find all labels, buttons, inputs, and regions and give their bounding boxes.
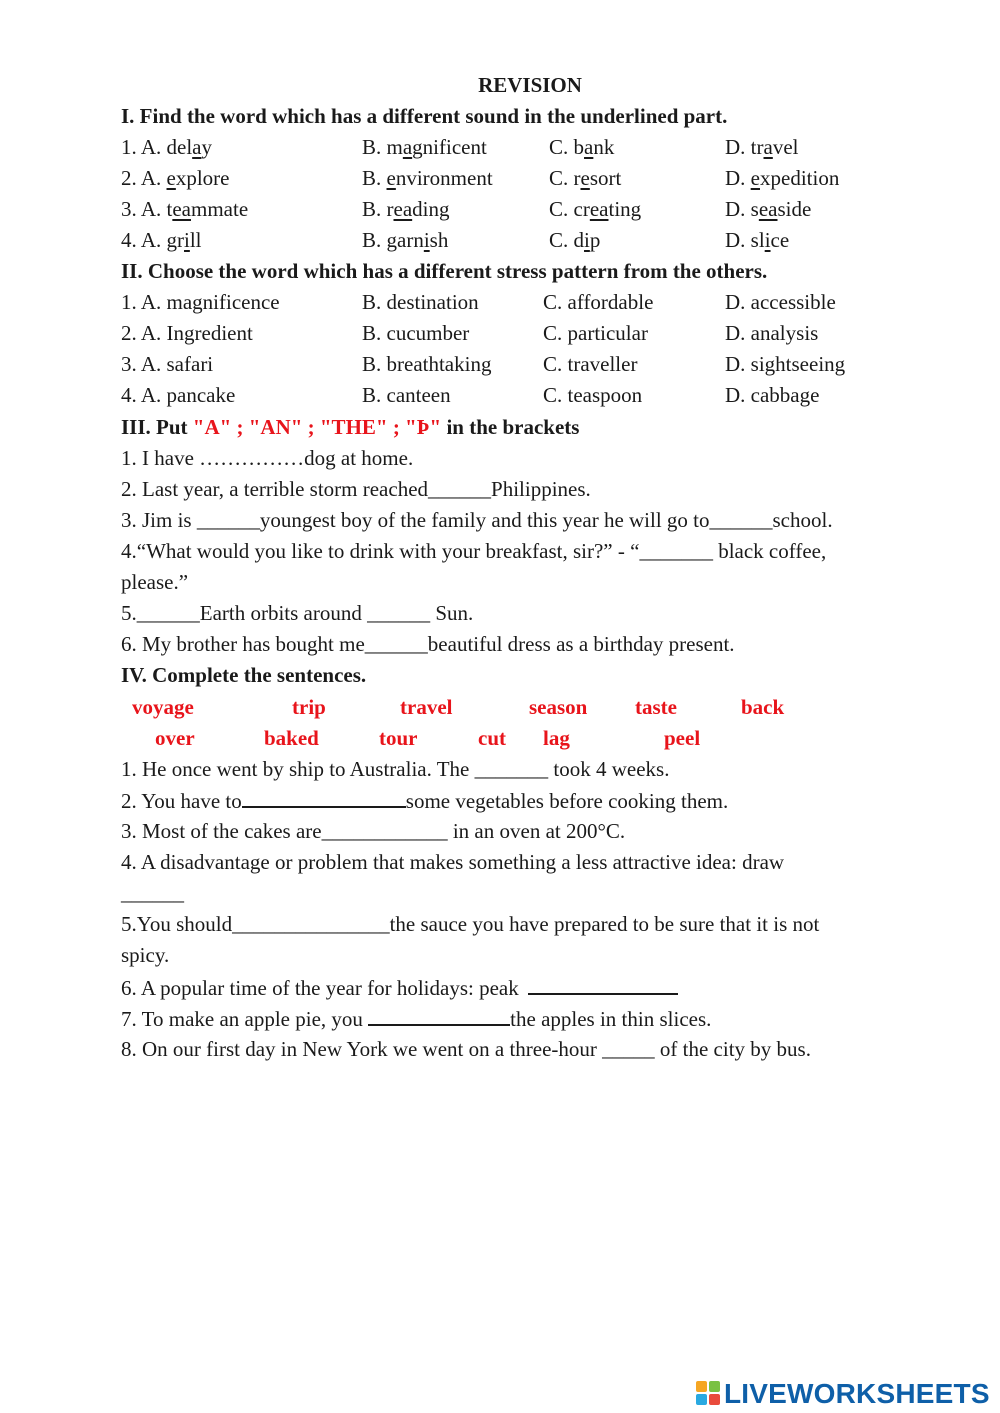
sentence-7-end: the apples in thin slices. — [510, 1007, 712, 1031]
option-text-start: D. tr — [725, 135, 764, 159]
sentence-2-start: 2. You have to — [121, 789, 242, 813]
section-3-heading-prefix: III. Put — [121, 415, 193, 439]
underlined-part: ea — [589, 197, 609, 221]
underlined-part: i — [184, 228, 190, 252]
page-title: REVISION — [478, 73, 582, 97]
stress-option[interactable]: C. affordable — [543, 290, 654, 314]
word-bank-item: voyage — [132, 695, 194, 719]
liveworksheets-logo — [696, 1378, 990, 1410]
article-item-4: 4.“What would you like to drink with your breakfast, sir?” - “_______ black coffee, — [121, 539, 827, 563]
word-bank-item: back — [741, 695, 785, 719]
word-bank-item: season — [529, 695, 588, 719]
sound-option[interactable] — [725, 163, 839, 193]
stress-option[interactable]: C. traveller — [543, 352, 638, 376]
word-bank-item: trip — [292, 695, 326, 719]
option-text-start: C. b — [549, 135, 585, 159]
stress-question-row — [121, 287, 921, 317]
article-item-2: 2. Last year, a terrible storm reached______Philippines. — [121, 477, 591, 501]
underlined-part: e — [386, 166, 396, 190]
word-bank-item: baked — [264, 726, 319, 750]
sentence-2-end: some vegetables before cooking them. — [405, 789, 729, 813]
sound-option[interactable] — [362, 194, 450, 224]
option-text-end: nvironment — [395, 166, 493, 190]
option-text-start: C. cr — [549, 197, 590, 221]
option-text-start: B. garn — [362, 228, 424, 252]
stress-option[interactable]: 1. A. magnificence — [121, 290, 280, 314]
sentence-7-blank[interactable] — [368, 1003, 510, 1026]
stress-question-row — [121, 349, 921, 379]
sound-option[interactable] — [725, 194, 811, 224]
sentence-6-blank[interactable] — [528, 972, 678, 995]
sentence-6-text: 6. A popular time of the year for holidays: peak — [121, 976, 519, 1000]
sentence-7-start: 7. To make an apple pie, you — [121, 1007, 363, 1031]
option-text-start: B. r — [362, 197, 394, 221]
underlined-part: e — [580, 166, 590, 190]
stress-option[interactable]: B. destination — [362, 290, 479, 314]
stress-option[interactable]: B. canteen — [362, 383, 451, 407]
underlined-part: i — [423, 228, 430, 252]
stress-question-row — [121, 318, 921, 348]
option-text-end: y — [201, 135, 212, 159]
option-text-end: ll — [189, 228, 202, 252]
underlined-part: a — [192, 135, 202, 159]
option-text-start: B. m — [362, 135, 403, 159]
section-3-heading — [121, 412, 579, 442]
option-text-end: ding — [412, 197, 450, 221]
sound-question-row — [121, 194, 921, 224]
stress-option[interactable]: B. cucumber — [362, 321, 470, 345]
word-bank-row-1 — [121, 692, 921, 722]
sentence-3: 3. Most of the cakes are____________ in an oven at 200°C. — [121, 819, 626, 843]
underlined-part: a — [402, 135, 413, 159]
option-text-start: 3. A. t — [121, 197, 173, 221]
option-text-start: D. — [725, 166, 751, 190]
sound-option[interactable] — [549, 132, 614, 162]
sentence-1: 1. He once went by ship to Australia. The _______ took 4 weeks. — [121, 757, 670, 781]
article-item-4-cont: please.” — [121, 570, 189, 594]
sentence-5-cont: spicy. — [121, 943, 170, 967]
liveworksheets-logo-icon — [696, 1381, 722, 1407]
underlined-part: e — [750, 166, 760, 190]
sound-option[interactable] — [362, 132, 487, 162]
option-text-start: D. s — [725, 197, 759, 221]
option-text-end: vel — [772, 135, 799, 159]
stress-option[interactable]: D. analysis — [725, 321, 819, 345]
sentence-4-cont: ______ — [121, 881, 184, 905]
sound-option[interactable] — [725, 225, 789, 255]
option-text-end: ce — [770, 228, 790, 252]
sentence-2 — [121, 785, 728, 815]
word-bank-item: lag — [543, 726, 570, 750]
underlined-part: i — [764, 228, 771, 252]
stress-option[interactable]: D. cabbage — [725, 383, 820, 407]
option-text-start: C. d — [549, 228, 585, 252]
sound-question-row — [121, 132, 921, 162]
sound-question-row — [121, 163, 921, 193]
option-text-start: C. r — [549, 166, 581, 190]
stress-option[interactable]: D. sightseeing — [725, 352, 846, 376]
sentence-2-blank[interactable] — [242, 785, 406, 808]
word-bank-item: travel — [400, 695, 453, 719]
word-bank-item: taste — [635, 695, 677, 719]
article-item-1: 1. I have ……………dog at home. — [121, 446, 414, 470]
option-text-start: D. sl — [725, 228, 765, 252]
sound-option[interactable] — [121, 194, 248, 224]
underlined-part: a — [763, 135, 773, 159]
option-text-end: sh — [429, 228, 449, 252]
option-text-end: mmate — [191, 197, 249, 221]
liveworksheets-brand: LIVEWORKSHEETS — [724, 1378, 990, 1409]
stress-option[interactable]: C. particular — [543, 321, 648, 345]
option-text-start: 1. A. del — [121, 135, 193, 159]
option-text-start: 4. A. gr — [121, 228, 184, 252]
sound-option[interactable] — [121, 225, 202, 255]
section-3-heading-suffix: in the brackets — [441, 415, 580, 439]
stress-option[interactable]: C. teaspoon — [543, 383, 643, 407]
word-bank-item: cut — [478, 726, 506, 750]
sound-option[interactable] — [121, 132, 212, 162]
sound-option[interactable] — [362, 163, 493, 193]
option-text-start: B. — [362, 166, 387, 190]
section-2-heading: II. Choose the word which has a different stress pattern from the others. — [121, 259, 768, 283]
section-3-heading-articles: "A" ; "AN" ; "THE" ; "Þ" — [192, 415, 442, 439]
underlined-part: ea — [758, 197, 778, 221]
option-text-end: xplore — [175, 166, 230, 190]
section-1-heading: I. Find the word which has a different sound in the underlined part. — [121, 104, 728, 128]
article-item-5: 5.______Earth orbits around ______ Sun. — [121, 601, 474, 625]
sound-option[interactable] — [549, 163, 621, 193]
sound-option[interactable] — [725, 132, 798, 162]
stress-option[interactable]: 3. A. safari — [121, 352, 214, 376]
underlined-part: ea — [393, 197, 413, 221]
word-bank-item: peel — [664, 726, 701, 750]
stress-option[interactable]: 2. A. Ingredient — [121, 321, 253, 345]
sentence-7 — [121, 1003, 711, 1033]
option-text-start: 2. A. — [121, 166, 167, 190]
stress-option[interactable]: B. breathtaking — [362, 352, 492, 376]
word-bank-row-2 — [121, 723, 921, 753]
stress-question-row — [121, 380, 921, 410]
section-4-heading: IV. Complete the sentences. — [121, 663, 367, 687]
article-item-6: 6. My brother has bought me______beautiful dress as a birthday present. — [121, 632, 735, 656]
option-text-end: nk — [593, 135, 615, 159]
option-text-end: p — [589, 228, 601, 252]
stress-option[interactable]: D. accessible — [725, 290, 836, 314]
sentence-8: 8. On our first day in New York we went on a three-hour _____ of the city by bus. — [121, 1037, 811, 1061]
sound-option[interactable] — [549, 225, 600, 255]
sound-option[interactable] — [121, 163, 230, 193]
option-text-end: sort — [589, 166, 622, 190]
option-text-end: xpedition — [760, 166, 840, 190]
underlined-part: i — [584, 228, 590, 252]
word-bank-item: tour — [379, 726, 418, 750]
sentence-4: 4. A disadvantage or problem that makes something a less attractive idea: draw — [121, 850, 785, 874]
word-bank-item: over — [155, 726, 195, 750]
sound-question-row — [121, 225, 921, 255]
sound-option[interactable] — [549, 194, 641, 224]
sound-option[interactable] — [362, 225, 448, 255]
stress-option[interactable]: 4. A. pancake — [121, 383, 236, 407]
underlined-part: a — [584, 135, 594, 159]
option-text-end: ting — [608, 197, 642, 221]
article-item-3: 3. Jim is ______youngest boy of the family and this year he will go to______school. — [121, 508, 833, 532]
sentence-6 — [121, 972, 678, 1002]
underlined-part: e — [166, 166, 176, 190]
underlined-part: ea — [172, 197, 191, 221]
option-text-end: gnificent — [412, 135, 487, 159]
option-text-end: side — [777, 197, 812, 221]
sentence-5: 5.You should_______________the sauce you have prepared to be sure that it is not — [121, 912, 820, 936]
